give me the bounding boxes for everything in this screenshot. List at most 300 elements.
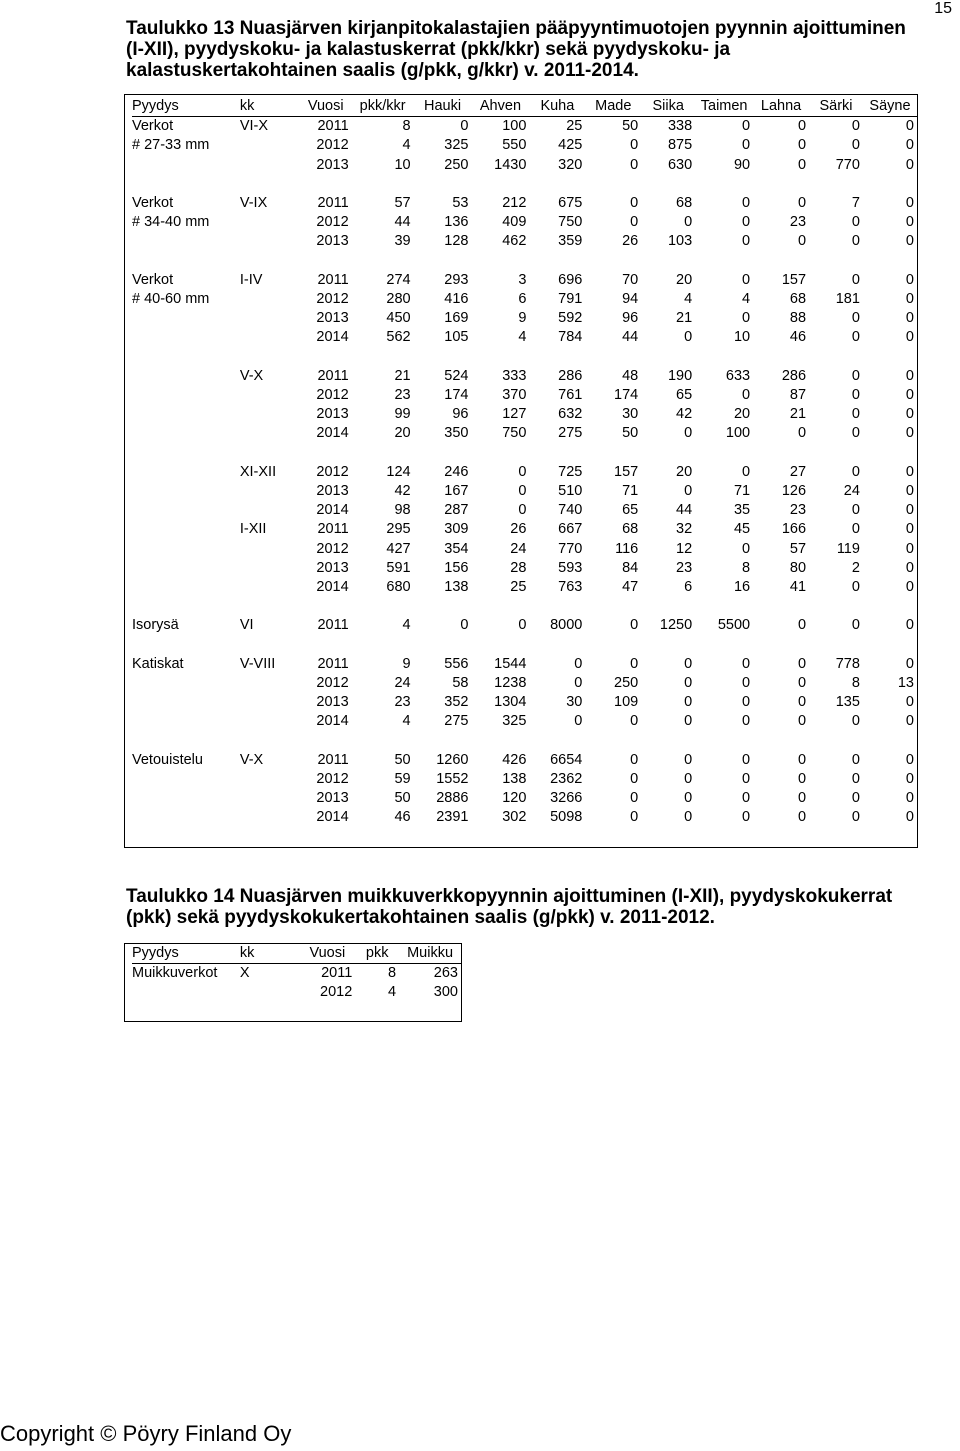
table-cell: I-IV bbox=[239, 271, 263, 288]
table-cell: 0 bbox=[684, 483, 693, 499]
table-cell: 2012 bbox=[316, 463, 349, 480]
table-cell: 354 bbox=[444, 540, 469, 557]
table-cell: 20 bbox=[394, 425, 411, 442]
table-cell: 0 bbox=[684, 771, 693, 787]
table-cell: 295 bbox=[386, 521, 411, 538]
table-cell: 763 bbox=[558, 579, 583, 596]
table-cell: 50 bbox=[394, 790, 411, 807]
table-cell: 4 bbox=[518, 329, 527, 346]
table-cell: 42 bbox=[676, 406, 693, 423]
table-cell: 450 bbox=[386, 310, 411, 327]
table-cell: 0 bbox=[460, 617, 469, 634]
table-row bbox=[132, 482, 917, 501]
table-cell: VI bbox=[239, 617, 254, 634]
table-cell: 0 bbox=[851, 713, 860, 730]
table-cell bbox=[240, 693, 300, 712]
table-cell: Vetouistelu bbox=[132, 751, 203, 768]
table-cell: 24 bbox=[394, 675, 411, 691]
table-cell: 2013 bbox=[316, 483, 349, 499]
table-cell: 0 bbox=[797, 790, 807, 807]
table-row bbox=[132, 578, 917, 597]
table-cell: I-XII bbox=[239, 521, 267, 538]
table-cell: 0 bbox=[905, 771, 914, 787]
table-cell: 0 bbox=[742, 271, 751, 288]
table-cell: # 40-60 mm bbox=[132, 291, 210, 307]
table-cell: 26 bbox=[622, 233, 639, 250]
table-cell: 65 bbox=[676, 387, 693, 403]
table-cell: 23 bbox=[789, 502, 807, 519]
caption-line: Taulukko 14 Nuasjärven muikkuverkkopyynnin ajoittuminen (I-XII), pyydyskokukerrat bbox=[126, 886, 893, 907]
table-cell: 0 bbox=[905, 271, 914, 288]
table-row bbox=[132, 751, 917, 770]
table-cell: 32 bbox=[676, 521, 693, 538]
table-cell: 2011 bbox=[317, 751, 349, 768]
table-cell: 9 bbox=[518, 310, 527, 327]
table-cell bbox=[240, 136, 300, 155]
table-cell: 138 bbox=[444, 579, 469, 596]
table-cell: 45 bbox=[733, 521, 751, 538]
table-cell: 0 bbox=[797, 809, 807, 826]
table-cell: 0 bbox=[684, 713, 693, 730]
table-cell: 20 bbox=[676, 463, 693, 480]
table-cell bbox=[240, 712, 300, 731]
table-cell: 333 bbox=[502, 367, 527, 384]
table-cell: 2012 bbox=[316, 771, 349, 787]
table-cell: 2012 bbox=[316, 675, 349, 691]
table-cell: 0 bbox=[851, 406, 860, 423]
table-cell: 0 bbox=[905, 655, 914, 672]
table-cell: 94 bbox=[622, 291, 639, 307]
table-cell: 68 bbox=[622, 521, 639, 538]
table-cell: 1238 bbox=[494, 675, 527, 691]
table-cell: 524 bbox=[444, 367, 469, 384]
table-cell bbox=[132, 367, 240, 386]
table-cell: 632 bbox=[558, 406, 583, 423]
table-cell: 0 bbox=[797, 655, 807, 672]
table-cell: 6 bbox=[684, 579, 693, 596]
spacer-row bbox=[132, 175, 917, 194]
table-cell: 0 bbox=[851, 502, 860, 519]
table-cell: 53 bbox=[452, 195, 469, 211]
table-cell: 124 bbox=[386, 463, 411, 480]
caption-line: (pkk) sekä pyydyskokukertakohtainen saalis (g/pkk) v. 2011-2012. bbox=[126, 907, 715, 928]
table-cell: 0 bbox=[905, 233, 914, 250]
table-cell: 0 bbox=[905, 387, 914, 403]
table-cell: 696 bbox=[558, 271, 583, 288]
table-cell: 68 bbox=[676, 195, 693, 211]
copyright-footer: Copyright © Pöyry Finland Oy bbox=[0, 1421, 292, 1446]
table-cell: 1304 bbox=[494, 694, 527, 711]
table-cell: 0 bbox=[851, 809, 860, 826]
table-row bbox=[132, 328, 917, 347]
table-row bbox=[132, 156, 917, 175]
table-cell: 0 bbox=[905, 521, 914, 538]
table-cell: 39 bbox=[394, 233, 411, 250]
table-cell bbox=[132, 789, 240, 808]
table-cell: 0 bbox=[742, 118, 751, 135]
table-14-frame bbox=[124, 943, 462, 1022]
table-header-row bbox=[132, 944, 461, 964]
table-cell bbox=[132, 328, 240, 347]
table-cell: 109 bbox=[614, 694, 639, 711]
table-cell: 0 bbox=[797, 195, 807, 211]
column-header: kk bbox=[239, 945, 255, 961]
table-cell: 633 bbox=[725, 367, 751, 384]
table-cell: 71 bbox=[622, 483, 639, 499]
table-cell: 99 bbox=[394, 406, 411, 423]
spacer-row bbox=[132, 597, 917, 616]
table-cell: 0 bbox=[574, 713, 583, 730]
table-cell bbox=[132, 232, 240, 251]
table-row bbox=[132, 674, 917, 693]
caption-line: kalastuskertakohtainen saalis (g/pkk, g/kkr) v. 2011-2014. bbox=[126, 60, 639, 81]
table-cell: 20 bbox=[733, 406, 751, 423]
table-cell: 3 bbox=[518, 271, 527, 288]
table-cell: 0 bbox=[630, 790, 639, 807]
table-cell: 2011 bbox=[317, 367, 349, 384]
table-cell: 275 bbox=[444, 713, 469, 730]
table-cell: Verkot bbox=[132, 271, 174, 288]
column-header: Pyydys bbox=[132, 945, 179, 961]
table-cell: 50 bbox=[622, 425, 639, 442]
table-cell: 59 bbox=[394, 771, 411, 787]
table-cell: 48 bbox=[622, 367, 639, 384]
table-cell: 875 bbox=[667, 137, 693, 154]
table-cell: 71 bbox=[733, 483, 751, 499]
table-cell: 9 bbox=[402, 655, 411, 672]
spacer-cell bbox=[132, 252, 917, 271]
table-cell: 263 bbox=[433, 965, 458, 982]
table-cell: 4 bbox=[684, 291, 693, 307]
table-cell: 2011 bbox=[321, 965, 353, 982]
table-cell: 0 bbox=[905, 329, 914, 346]
table-cell: 0 bbox=[630, 137, 639, 154]
table-row bbox=[132, 386, 917, 405]
table-cell bbox=[132, 983, 240, 1002]
table-cell: 57 bbox=[789, 540, 807, 557]
table-cell: 0 bbox=[905, 694, 914, 711]
table-cell: 2011 bbox=[317, 271, 349, 288]
table-cell bbox=[240, 770, 300, 789]
table-cell: 725 bbox=[558, 463, 583, 480]
table-cell bbox=[240, 808, 300, 827]
table-cell: 2013 bbox=[316, 790, 349, 807]
table-cell: 0 bbox=[905, 137, 914, 154]
table-cell bbox=[240, 501, 300, 520]
table-13-frame bbox=[124, 94, 918, 848]
table-row bbox=[132, 367, 917, 386]
table-cell: 2013 bbox=[316, 233, 349, 250]
table-cell: 0 bbox=[851, 425, 860, 442]
table-row bbox=[132, 559, 917, 578]
table-row bbox=[132, 808, 917, 827]
table-cell: 30 bbox=[566, 694, 583, 711]
table-cell: 2013 bbox=[316, 156, 349, 173]
table-cell: 1430 bbox=[494, 156, 527, 173]
table-cell: 23 bbox=[394, 694, 411, 711]
table-cell: 0 bbox=[905, 118, 914, 135]
table-cell: 0 bbox=[742, 713, 751, 730]
table-cell bbox=[240, 156, 300, 175]
table-cell bbox=[240, 424, 300, 443]
table-cell: 100 bbox=[502, 118, 527, 135]
table-cell bbox=[240, 789, 300, 808]
table-cell: 44 bbox=[622, 329, 639, 346]
table-cell: 0 bbox=[630, 751, 639, 768]
table-cell: 0 bbox=[684, 214, 693, 231]
table-cell: 0 bbox=[460, 118, 469, 135]
column-header: Taimen bbox=[700, 98, 748, 114]
table-row bbox=[132, 540, 917, 559]
table-row bbox=[132, 290, 917, 309]
table-row bbox=[132, 655, 917, 674]
column-header: Vuosi bbox=[307, 98, 344, 114]
table-row bbox=[132, 964, 461, 984]
table-cell: 0 bbox=[905, 540, 914, 557]
table-cell: 0 bbox=[797, 156, 807, 173]
table-cell: 293 bbox=[444, 271, 469, 288]
table-cell: 426 bbox=[502, 751, 527, 768]
table-cell: 96 bbox=[452, 406, 469, 423]
table-cell: 156 bbox=[444, 559, 469, 576]
table-cell: 784 bbox=[558, 329, 583, 346]
table-cell bbox=[132, 693, 240, 712]
table-cell: 0 bbox=[851, 751, 860, 768]
table-cell: 0 bbox=[684, 809, 693, 826]
table-cell: 0 bbox=[742, 771, 751, 787]
table-cell: 359 bbox=[558, 233, 583, 250]
table-cell: 325 bbox=[444, 137, 469, 154]
table-cell: 0 bbox=[630, 156, 639, 173]
table-row bbox=[132, 232, 917, 251]
table-cell: 21 bbox=[394, 367, 411, 384]
table-row bbox=[132, 194, 917, 213]
table-cell: 23 bbox=[789, 214, 807, 231]
column-header: Hauki bbox=[424, 98, 462, 114]
table-cell bbox=[132, 674, 240, 693]
table-cell: 0 bbox=[851, 463, 860, 480]
table-cell: 21 bbox=[789, 406, 807, 423]
table-cell: 0 bbox=[684, 694, 693, 711]
table-cell: 593 bbox=[558, 559, 583, 576]
table-14-caption bbox=[126, 886, 926, 928]
table-cell: 46 bbox=[394, 809, 411, 826]
page-number: 15 bbox=[934, 0, 952, 17]
table-cell: 2014 bbox=[316, 425, 349, 442]
table-cell: 0 bbox=[905, 214, 914, 231]
table-cell: 2013 bbox=[316, 559, 349, 576]
table-cell: 0 bbox=[518, 617, 527, 634]
table-cell bbox=[132, 405, 240, 424]
table-cell: 138 bbox=[502, 771, 527, 787]
table-cell bbox=[240, 232, 300, 251]
table-row bbox=[132, 405, 917, 424]
table-cell: 2014 bbox=[316, 809, 349, 826]
table-cell: 0 bbox=[797, 675, 807, 691]
table-cell: 5098 bbox=[550, 809, 583, 826]
table-cell: 44 bbox=[676, 502, 693, 519]
table-cell: 8 bbox=[402, 118, 411, 135]
table-cell: 0 bbox=[905, 713, 914, 730]
spacer-cell bbox=[132, 597, 917, 616]
column-header: Muikku bbox=[407, 945, 454, 961]
table-cell: 0 bbox=[797, 425, 807, 442]
table-row bbox=[132, 117, 917, 137]
table-cell: 761 bbox=[558, 387, 583, 403]
table-cell: 0 bbox=[905, 406, 914, 423]
table-row bbox=[132, 463, 917, 482]
table-cell: 23 bbox=[394, 387, 411, 403]
table-cell: 286 bbox=[781, 367, 807, 384]
table-cell: 24 bbox=[843, 483, 860, 499]
table-cell: 1552 bbox=[436, 771, 469, 787]
table-cell: 2012 bbox=[316, 214, 349, 231]
table-cell: 50 bbox=[622, 118, 639, 135]
table-cell: 57 bbox=[394, 195, 411, 211]
table-cell: 0 bbox=[742, 387, 751, 403]
table-cell: 1250 bbox=[659, 617, 693, 634]
table-cell: 6 bbox=[518, 291, 527, 307]
table-cell: 770 bbox=[835, 156, 860, 173]
table-cell: 0 bbox=[905, 790, 914, 807]
table-cell: 0 bbox=[630, 713, 639, 730]
table-cell: 0 bbox=[518, 463, 527, 480]
table-cell: 0 bbox=[684, 751, 693, 768]
table-cell: 80 bbox=[789, 559, 807, 576]
table-cell: 120 bbox=[502, 790, 527, 807]
table-13-caption bbox=[126, 18, 926, 81]
table-cell bbox=[240, 405, 300, 424]
table-cell: 1260 bbox=[436, 751, 469, 768]
table-cell: 0 bbox=[851, 329, 860, 346]
table-cell: 167 bbox=[444, 483, 469, 499]
table-cell: 181 bbox=[835, 291, 860, 307]
table-cell: Katiskat bbox=[132, 655, 184, 672]
table-row bbox=[132, 616, 917, 635]
table-cell: 105 bbox=[444, 329, 469, 346]
table-cell bbox=[132, 770, 240, 789]
table-cell bbox=[132, 156, 240, 175]
table-cell: 0 bbox=[851, 271, 860, 288]
table-cell: V-X bbox=[239, 751, 264, 768]
table-cell bbox=[132, 520, 240, 539]
table-14 bbox=[132, 944, 461, 1003]
table-cell: 28 bbox=[510, 559, 527, 576]
table-cell: 770 bbox=[558, 540, 583, 557]
table-cell: 90 bbox=[733, 156, 751, 173]
table-cell: 246 bbox=[444, 463, 469, 480]
table-cell: 8 bbox=[851, 675, 860, 691]
table-cell: 2011 bbox=[317, 521, 349, 538]
table-cell: 591 bbox=[386, 559, 411, 576]
table-cell: 0 bbox=[797, 771, 807, 787]
table-cell: 0 bbox=[797, 694, 807, 711]
table-row bbox=[132, 770, 917, 789]
table-cell: V-IX bbox=[239, 195, 268, 211]
table-cell: 0 bbox=[851, 790, 860, 807]
table-cell bbox=[240, 386, 300, 405]
table-cell bbox=[240, 328, 300, 347]
table-cell: 0 bbox=[630, 617, 639, 634]
table-cell: 0 bbox=[797, 118, 807, 135]
caption-line: Taulukko 13 Nuasjärven kirjanpitokalastajien pääpyyntimuotojen pyynnin ajoittuminen bbox=[126, 18, 906, 39]
column-header: Lahna bbox=[760, 98, 802, 114]
spacer-row bbox=[132, 444, 917, 463]
column-header: Made bbox=[595, 98, 632, 114]
table-cell: 2012 bbox=[316, 291, 349, 307]
column-header: Kuha bbox=[540, 98, 575, 114]
table-cell: 630 bbox=[667, 156, 693, 173]
table-cell: 0 bbox=[905, 483, 914, 499]
table-cell: 27 bbox=[789, 463, 807, 480]
table-cell: 2013 bbox=[316, 406, 349, 423]
table-cell: 166 bbox=[781, 521, 807, 538]
table-cell: 25 bbox=[566, 118, 583, 135]
column-header: Siika bbox=[652, 98, 684, 114]
table-cell: 58 bbox=[452, 675, 469, 691]
table-cell: 0 bbox=[684, 329, 693, 346]
table-cell: 0 bbox=[851, 387, 860, 403]
table-cell: 190 bbox=[667, 367, 693, 384]
spacer-cell bbox=[132, 348, 917, 367]
table-cell: 2013 bbox=[316, 694, 349, 711]
table-cell: 0 bbox=[851, 310, 860, 327]
table-cell bbox=[240, 540, 300, 559]
table-cell: # 34-40 mm bbox=[132, 214, 210, 231]
table-cell: 4 bbox=[402, 617, 411, 634]
table-cell: 274 bbox=[386, 271, 411, 288]
table-cell bbox=[240, 482, 300, 501]
table-13 bbox=[132, 97, 917, 828]
table-cell: 157 bbox=[614, 463, 639, 480]
table-cell: 0 bbox=[518, 483, 527, 499]
table-row bbox=[132, 271, 917, 290]
table-cell: 0 bbox=[630, 195, 639, 211]
table-cell: 320 bbox=[558, 156, 583, 173]
table-cell: 0 bbox=[630, 214, 639, 231]
table-row bbox=[132, 520, 917, 539]
table-cell: 0 bbox=[797, 713, 807, 730]
table-cell: 550 bbox=[502, 137, 527, 154]
table-cell: 2 bbox=[851, 559, 860, 576]
table-cell bbox=[132, 712, 240, 731]
table-cell: 46 bbox=[789, 329, 807, 346]
table-cell: 0 bbox=[518, 502, 527, 519]
table-cell: 0 bbox=[797, 751, 807, 768]
table-cell: 0 bbox=[742, 310, 751, 327]
table-cell: 510 bbox=[558, 483, 583, 499]
table-cell: 416 bbox=[444, 291, 469, 307]
table-cell: 0 bbox=[742, 694, 751, 711]
table-cell: 0 bbox=[742, 655, 751, 672]
table-cell: Verkot bbox=[132, 118, 174, 135]
table-cell: 116 bbox=[615, 540, 639, 557]
table-cell: 0 bbox=[905, 559, 914, 576]
table-cell: 562 bbox=[386, 329, 411, 346]
table-cell: 23 bbox=[676, 559, 693, 576]
table-cell: 0 bbox=[905, 579, 914, 596]
table-cell: 2012 bbox=[316, 387, 349, 403]
table-cell: 44 bbox=[394, 214, 411, 231]
table-cell: 128 bbox=[444, 233, 469, 250]
table-cell: 2012 bbox=[320, 984, 353, 1001]
table-cell: 20 bbox=[676, 271, 693, 288]
table-cell: 0 bbox=[851, 771, 860, 787]
table-cell: 2011 bbox=[317, 118, 349, 135]
table-cell: 556 bbox=[444, 655, 469, 672]
table-cell bbox=[132, 424, 240, 443]
spacer-row bbox=[132, 636, 917, 655]
